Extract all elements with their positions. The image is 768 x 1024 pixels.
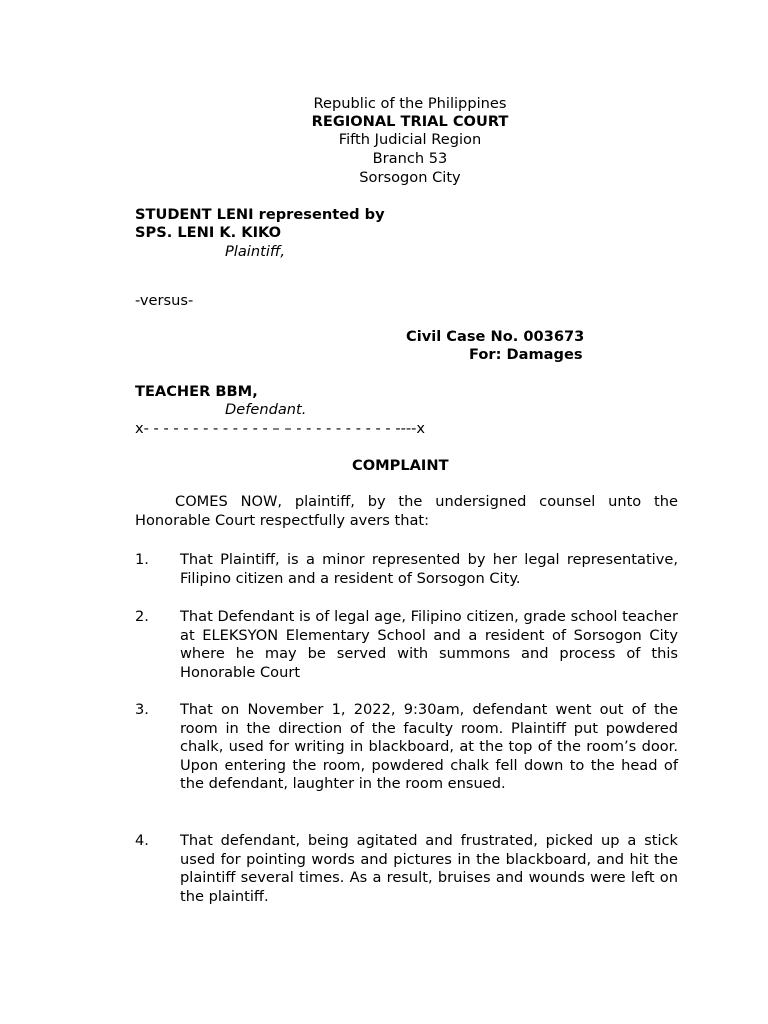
defendant-name: TEACHER BBM, bbox=[135, 383, 258, 400]
intro-paragraph: COMES NOW, plaintiff, by the undersigned counsel unto the Honorable Court respectfully avers that: bbox=[135, 493, 678, 529]
allegation-number: 4. bbox=[135, 832, 149, 849]
judicial-region: Fifth Judicial Region bbox=[338, 131, 482, 148]
allegation-number: 1. bbox=[135, 551, 149, 568]
document-title: COMPLAINT bbox=[352, 457, 449, 474]
court-branch: Branch 53 bbox=[372, 150, 448, 167]
plaintiff-name-line1: STUDENT LENI represented by bbox=[135, 206, 385, 223]
allegation-text: That on November 1, 2022, 9:30am, defendant went out of the room in the direction of the faculty room. Plaintiff put powdered chalk, used for writing in blackboard, at the top of the room’s door. Upon entering the room, powdered chalk fell down to the head of the defendant, laughter in the room ensued. bbox=[180, 701, 678, 793]
case-nature: For: Damages bbox=[469, 346, 583, 363]
court-city: Sorsogon City bbox=[359, 169, 461, 186]
allegation-number: 2. bbox=[135, 608, 149, 625]
allegation-text: That Plaintiff, is a minor represented by her legal representative, Filipino citizen and a resident of Sorsogon City. bbox=[180, 551, 678, 587]
allegation-text: That Defendant is of legal age, Filipino citizen, grade school teacher at ELEKSYON Elementary School and a resident of Sorsogon City where he may be served with summons and process of this Honorable Court bbox=[180, 608, 678, 681]
versus: -versus- bbox=[135, 292, 194, 309]
plaintiff-name-line2: SPS. LENI K. KIKO bbox=[135, 224, 282, 241]
court-name: REGIONAL TRIAL COURT bbox=[311, 113, 509, 130]
defendant-role: Defendant. bbox=[225, 401, 307, 418]
caption-separator: x- - - - - - - - - - - - - – – - - - - - - - - - - ----x bbox=[135, 420, 426, 437]
allegation-number: 3. bbox=[135, 701, 149, 718]
allegation-text: That defendant, being agitated and frustrated, picked up a stick used for pointing words and pictures in the blackboard, and hit the plaintiff several times. As a result, bruises and wounds were left on the plaintiff. bbox=[180, 832, 678, 905]
plaintiff-role: Plaintiff, bbox=[225, 243, 286, 260]
case-number: Civil Case No. 003673 bbox=[406, 328, 585, 345]
court-country: Republic of the Philippines bbox=[313, 95, 507, 112]
